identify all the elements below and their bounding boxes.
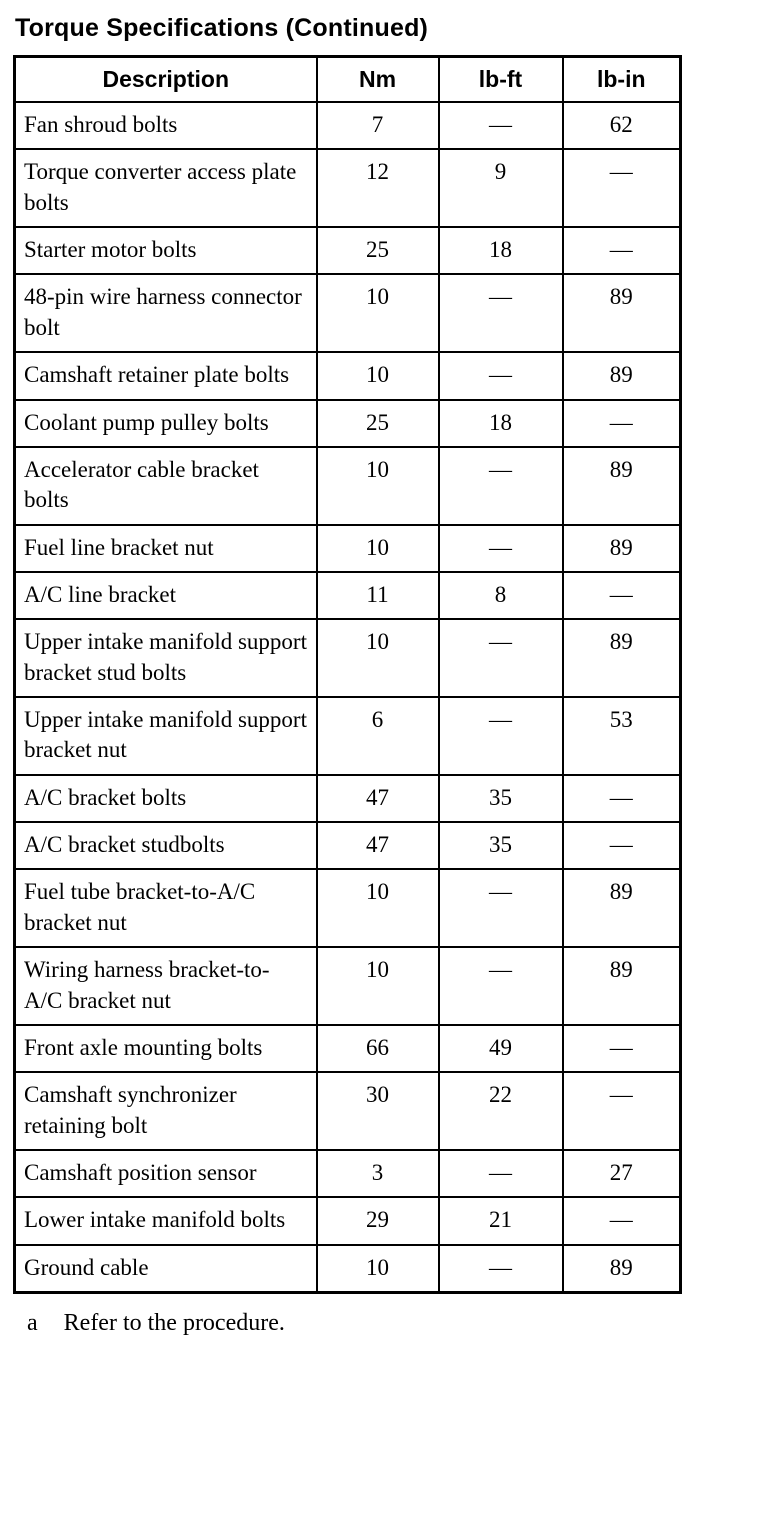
lbin-cell: 53 <box>563 697 681 775</box>
lbin-cell: 89 <box>563 869 681 947</box>
description-cell: Upper intake manifold support bracket stud bolts <box>15 619 317 697</box>
column-header-description: Description <box>15 57 317 103</box>
description-cell: A/C line bracket <box>15 572 317 619</box>
table-row <box>15 947 681 1025</box>
lbft-cell: — <box>439 869 563 947</box>
nm-cell: 10 <box>317 1245 439 1293</box>
nm-cell: 66 <box>317 1025 439 1072</box>
nm-cell: 29 <box>317 1197 439 1244</box>
description-cell: Camshaft position sensor <box>15 1150 317 1197</box>
description-cell: Fuel tube bracket-to-A/C bracket nut <box>15 869 317 947</box>
nm-cell: 30 <box>317 1072 439 1150</box>
description-cell: 48-pin wire harness connector bolt <box>15 274 317 352</box>
lbft-cell: 35 <box>439 775 563 822</box>
nm-cell: 10 <box>317 619 439 697</box>
table-row <box>15 149 681 227</box>
table-row <box>15 572 681 619</box>
lbft-cell: 8 <box>439 572 563 619</box>
nm-cell: 25 <box>317 227 439 274</box>
column-header-nm: Nm <box>317 57 439 103</box>
nm-cell: 10 <box>317 525 439 572</box>
lbin-cell: — <box>563 1025 681 1072</box>
lbft-cell: 22 <box>439 1072 563 1150</box>
lbin-cell: — <box>563 149 681 227</box>
nm-cell: 10 <box>317 869 439 947</box>
lbin-cell: — <box>563 775 681 822</box>
lbft-cell: — <box>439 619 563 697</box>
description-cell: Upper intake manifold support bracket nut <box>15 697 317 775</box>
table-row <box>15 822 681 869</box>
table-row <box>15 447 681 525</box>
page-title: Torque Specifications (Continued) <box>15 14 429 42</box>
lbin-cell: 89 <box>563 525 681 572</box>
footnote-marker: a <box>27 1310 38 1337</box>
lbft-cell: 49 <box>439 1025 563 1072</box>
nm-cell: 25 <box>317 400 439 447</box>
description-cell: Ground cable <box>15 1245 317 1293</box>
nm-cell: 7 <box>317 102 439 149</box>
lbft-cell: — <box>439 274 563 352</box>
footnote-text: Refer to the procedure. <box>63 1310 285 1337</box>
lbft-cell: — <box>439 1150 563 1197</box>
table-row <box>15 1025 681 1072</box>
table-row <box>15 400 681 447</box>
table-row <box>15 619 681 697</box>
lbft-cell: — <box>439 947 563 1025</box>
lbin-cell: 62 <box>563 102 681 149</box>
description-cell: Lower intake manifold bolts <box>15 1197 317 1244</box>
nm-cell: 47 <box>317 775 439 822</box>
lbin-cell: 89 <box>563 619 681 697</box>
description-cell: A/C bracket studbolts <box>15 822 317 869</box>
table-row <box>15 1150 681 1197</box>
lbin-cell: 27 <box>563 1150 681 1197</box>
description-cell: Wiring harness bracket-to-A/C bracket nut <box>15 947 317 1025</box>
table-row <box>15 1072 681 1150</box>
nm-cell: 6 <box>317 697 439 775</box>
column-header-lbin: lb-in <box>563 57 681 103</box>
table-row <box>15 775 681 822</box>
nm-cell: 10 <box>317 274 439 352</box>
lbin-cell: 89 <box>563 352 681 399</box>
lbft-cell: 18 <box>439 400 563 447</box>
lbft-cell: 18 <box>439 227 563 274</box>
description-cell: Camshaft synchronizer retaining bolt <box>15 1072 317 1150</box>
nm-cell: 11 <box>317 572 439 619</box>
lbin-cell: — <box>563 822 681 869</box>
lbft-cell: — <box>439 102 563 149</box>
lbft-cell: — <box>439 697 563 775</box>
description-cell: Starter motor bolts <box>15 227 317 274</box>
description-cell: Front axle mounting bolts <box>15 1025 317 1072</box>
table-row <box>15 274 681 352</box>
description-cell: Fuel line bracket nut <box>15 525 317 572</box>
lbin-cell: 89 <box>563 947 681 1025</box>
torque-spec-table <box>13 55 682 1294</box>
description-cell: Coolant pump pulley bolts <box>15 400 317 447</box>
lbin-cell: 89 <box>563 447 681 525</box>
lbin-cell: 89 <box>563 274 681 352</box>
lbft-cell: — <box>439 352 563 399</box>
table-row <box>15 1245 681 1293</box>
lbft-cell: 35 <box>439 822 563 869</box>
nm-cell: 47 <box>317 822 439 869</box>
nm-cell: 10 <box>317 447 439 525</box>
table-body <box>15 102 681 1293</box>
table-header-row <box>15 57 681 103</box>
nm-cell: 10 <box>317 352 439 399</box>
nm-cell: 3 <box>317 1150 439 1197</box>
lbin-cell: — <box>563 1072 681 1150</box>
lbft-cell: — <box>439 525 563 572</box>
table-row <box>15 102 681 149</box>
lbft-cell: 9 <box>439 149 563 227</box>
column-header-lbft: lb-ft <box>439 57 563 103</box>
description-cell: Torque converter access plate bolts <box>15 149 317 227</box>
table-row <box>15 227 681 274</box>
lbin-cell: — <box>563 227 681 274</box>
description-cell: Accelerator cable bracket bolts <box>15 447 317 525</box>
table-row <box>15 1197 681 1244</box>
description-cell: Camshaft retainer plate bolts <box>15 352 317 399</box>
footnote <box>27 1310 754 1337</box>
table-row <box>15 525 681 572</box>
lbin-cell: — <box>563 572 681 619</box>
description-cell: A/C bracket bolts <box>15 775 317 822</box>
description-cell: Fan shroud bolts <box>15 102 317 149</box>
nm-cell: 10 <box>317 947 439 1025</box>
lbft-cell: — <box>439 1245 563 1293</box>
lbin-cell: — <box>563 1197 681 1244</box>
table-row <box>15 869 681 947</box>
lbft-cell: 21 <box>439 1197 563 1244</box>
lbin-cell: 89 <box>563 1245 681 1293</box>
lbin-cell: — <box>563 400 681 447</box>
table-row <box>15 697 681 775</box>
nm-cell: 12 <box>317 149 439 227</box>
lbft-cell: — <box>439 447 563 525</box>
table-row <box>15 352 681 399</box>
